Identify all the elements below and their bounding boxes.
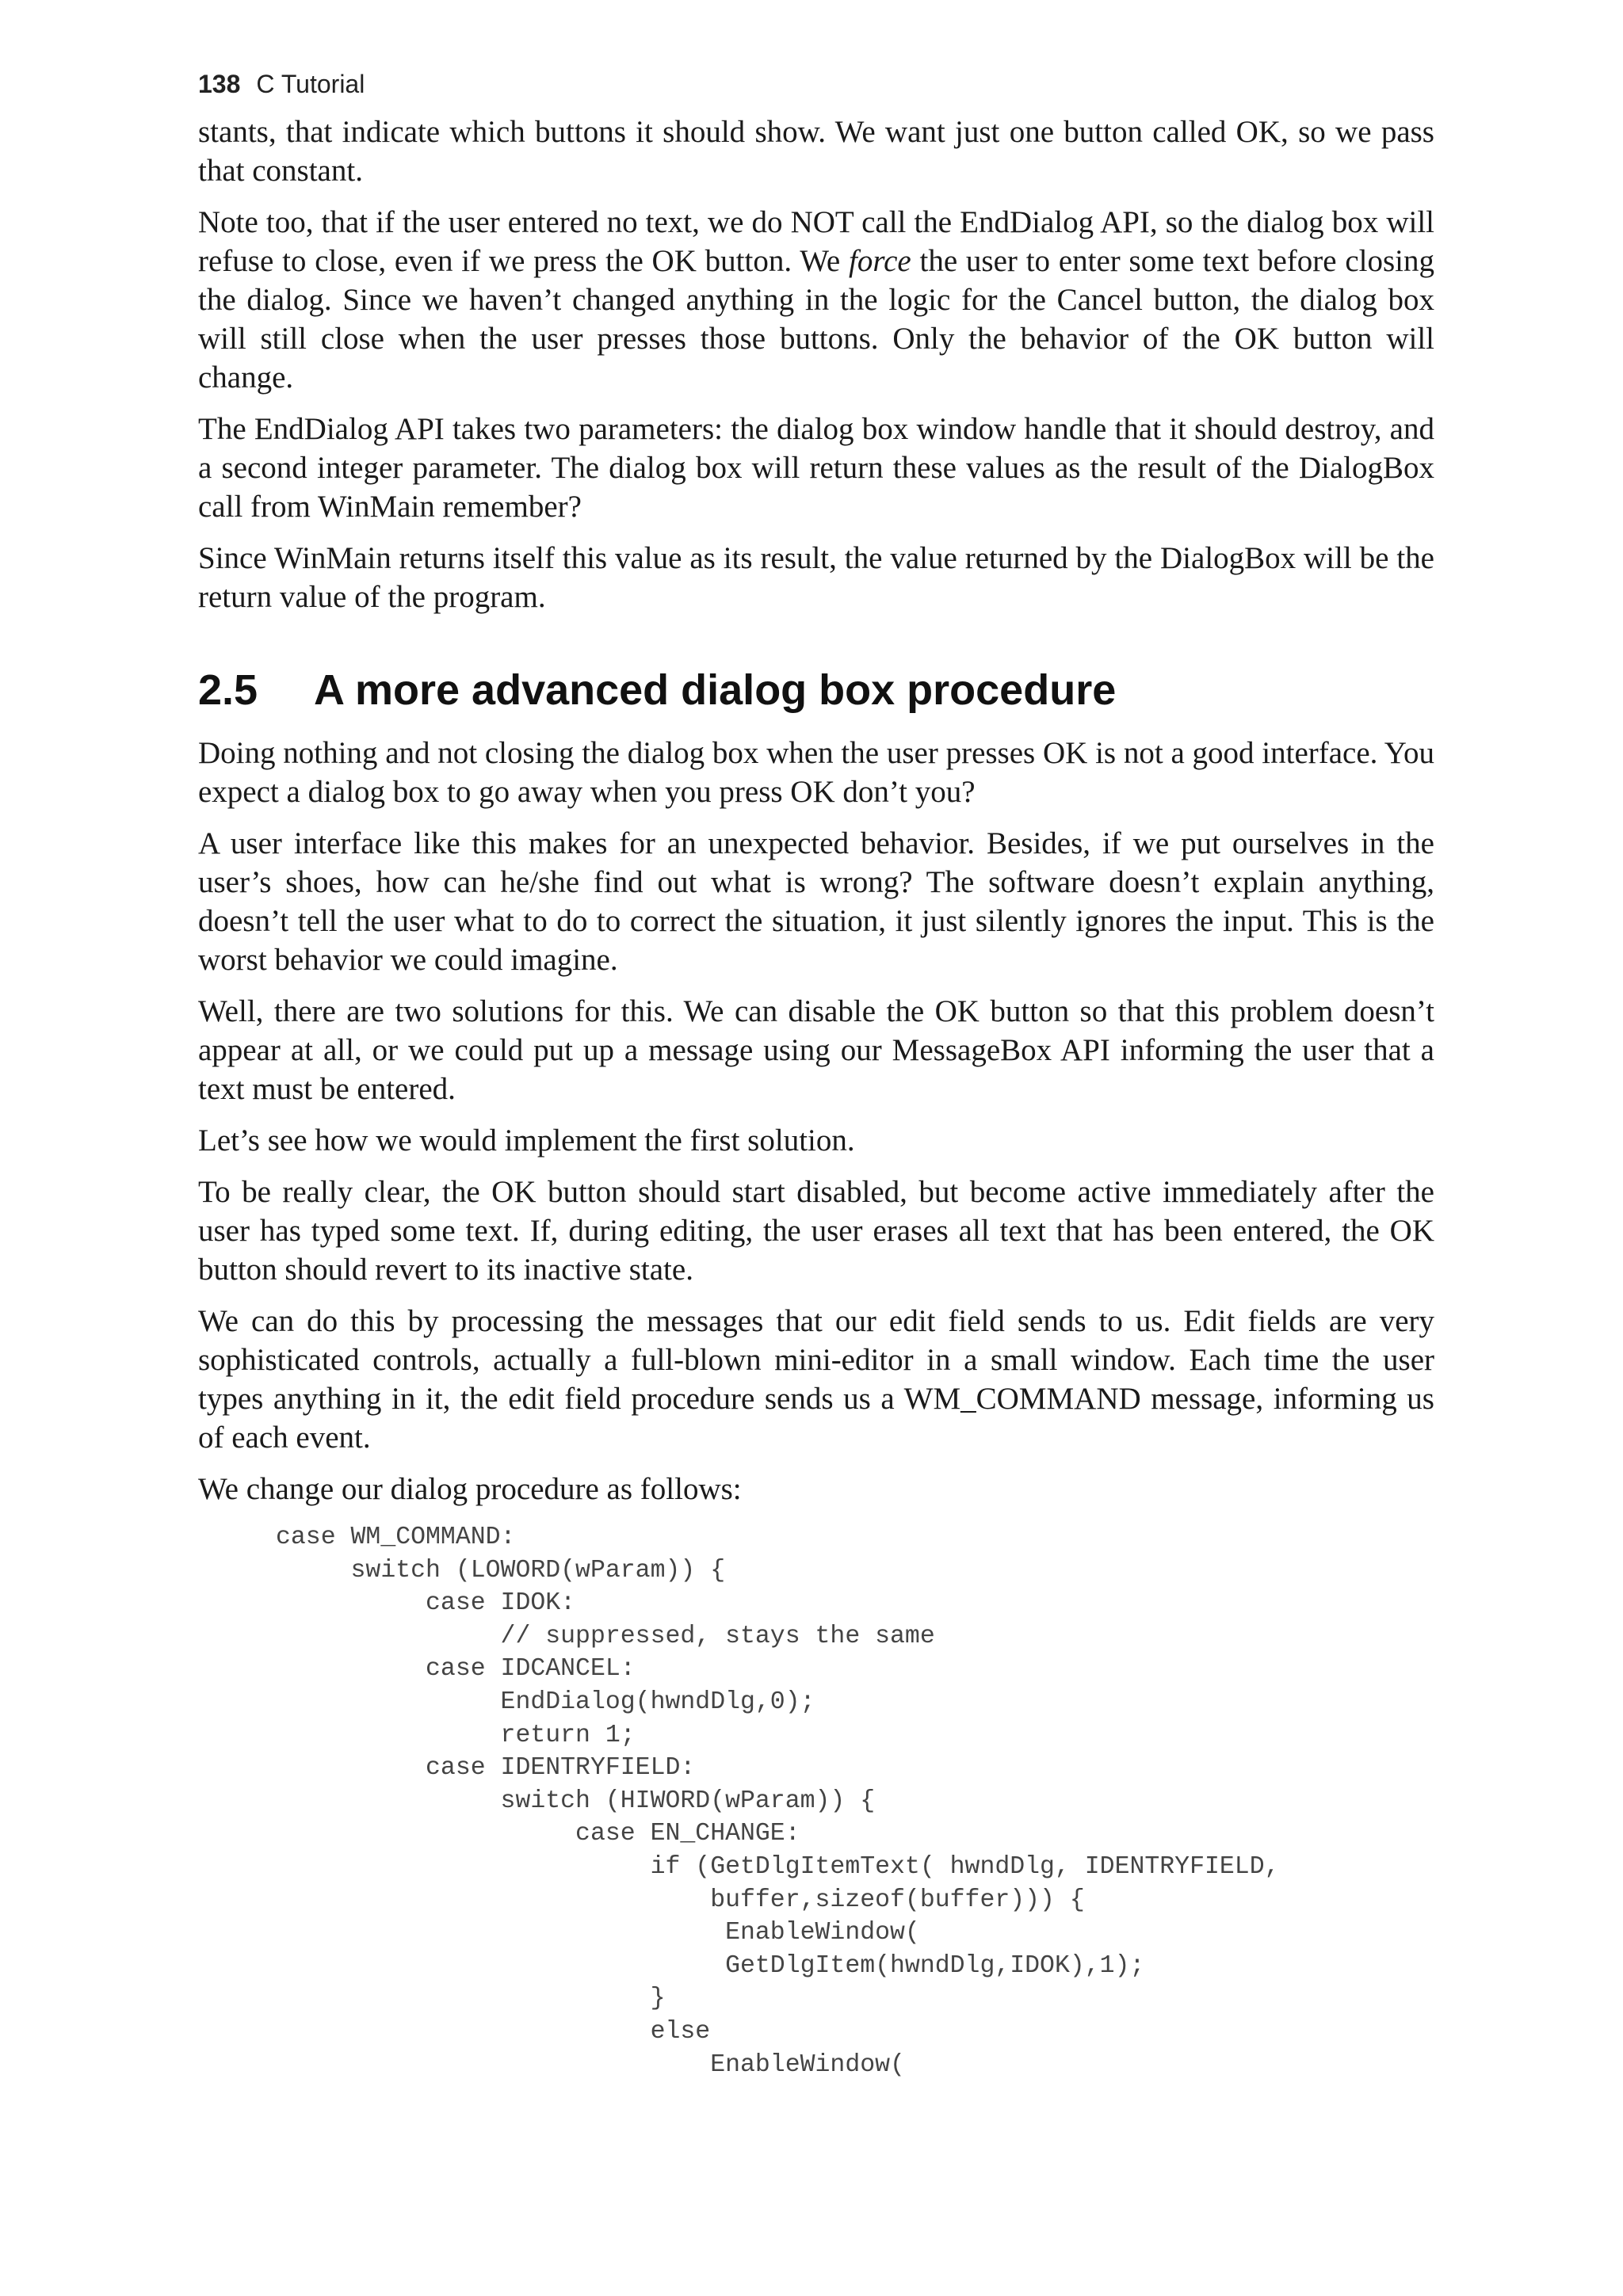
text-run: Let’s see how we would implement the first solution. <box>198 1123 855 1158</box>
text-run: A user interface like this makes for an unexpected behavior. Besides, if we put ourselves in the user’s shoes, how can he/she find out what is wrong? The software doesn’t explain anything, doesn’t tell the user what to do to correct the situation, it just silently ignores the input. This is the worst behavior we could imagine. <box>198 826 1434 977</box>
paragraph <box>198 203 1434 397</box>
code-line: EnableWindow( <box>276 1919 920 1947</box>
book-title: C Tutorial <box>256 70 365 98</box>
code-line: GetDlgItem(hwndDlg,IDOK),1); <box>276 1951 1145 1980</box>
paragraph <box>198 824 1434 979</box>
paragraph <box>198 1121 1434 1160</box>
paragraph <box>198 1302 1434 1457</box>
code-line: case WM_COMMAND: <box>276 1524 516 1551</box>
text-run: stants, that indicate which buttons it should show. We want just one button called OK, so we pass that constant. <box>198 115 1434 188</box>
text-run: the user to enter some text before closing the dialog. Since we haven’t changed anything in the logic for the Cancel button, the dialog box will still close when the user presses those buttons. Only the behavior of the OK button will change. <box>198 244 1434 395</box>
text-run: The EndDialog API takes two parameters: the dialog box window handle that it should destroy, and a second integer parameter. The dialog box will return these values as the result of the DialogBox call from WinMain remember? <box>198 412 1434 524</box>
code-line: if (GetDlgItemText( hwndDlg, IDENTRYFIELD, <box>276 1852 1280 1881</box>
text-run: We can do this by processing the messages that our edit field sends to us. Edit fields are very sophisticated controls, actually a full-blown mini-editor in a small window. Each time the user types anything in it, the edit field procedure sends us a WM_COMMAND message, informing us of each event. <box>198 1304 1434 1455</box>
code-line: return 1; <box>276 1721 636 1749</box>
text-run: We change our dialog procedure as follows: <box>198 1472 742 1506</box>
section-title: A more advanced dialog box procedure <box>314 666 1117 714</box>
code-line: switch (HIWORD(wParam)) { <box>276 1787 876 1815</box>
paragraph <box>198 113 1434 190</box>
code-line: } <box>276 1985 666 2013</box>
running-header <box>198 68 1434 108</box>
code-line: case EN_CHANGE: <box>276 1820 800 1848</box>
text-run: Well, there are two solutions for this. We can disable the OK button so that this problem doesn’t appear at all, or we could put up a message using our MessageBox API informing the user that a text must be entered. <box>198 994 1434 1106</box>
section-number: 2.5 <box>198 666 258 714</box>
code-line: switch (LOWORD(wParam)) { <box>276 1556 726 1585</box>
paragraph <box>198 539 1434 616</box>
code-line: case IDOK: <box>276 1589 576 1618</box>
section-heading <box>198 664 1434 716</box>
paragraph <box>198 992 1434 1108</box>
text-run: Doing nothing and not closing the dialog box when the user presses OK is not a good interface. You expect a dialog box to go away when you press OK don’t you? <box>198 736 1434 809</box>
code-line: EnableWindow( <box>276 2050 905 2079</box>
text-run: To be really clear, the OK button should start disabled, but become active immediately after the user has typed some text. If, during editing, the user erases all text that has been entered, the OK button should revert to its inactive state. <box>198 1175 1434 1287</box>
code-line: // suppressed, stays the same <box>276 1622 935 1650</box>
code-line: buffer,sizeof(buffer))) { <box>276 1886 1085 1914</box>
paragraph <box>198 410 1434 526</box>
paragraph <box>198 1470 1434 1508</box>
code-line: EndDialog(hwndDlg,0); <box>276 1688 815 1716</box>
text-run: Since WinMain returns itself this value as its result, the value returned by the DialogBox will be the return value of the program. <box>198 541 1434 614</box>
code-line: case IDCANCEL: <box>276 1655 636 1684</box>
emphasized-text: force <box>849 244 911 278</box>
code-line: case IDENTRYFIELD: <box>276 1754 696 1783</box>
text-run: Note too, that if the user entered no text, we do NOT call the EndDialog API, so the dialog box will refuse to close, even if we press the OK button. We <box>198 205 1434 278</box>
paragraphs-after-section <box>198 734 1434 1508</box>
book-page <box>198 68 1434 2239</box>
code-listing <box>276 1521 1434 2081</box>
code-line: else <box>276 2017 711 2046</box>
paragraph <box>198 1173 1434 1289</box>
page-number: 138 <box>198 70 241 98</box>
paragraph <box>198 734 1434 811</box>
paragraphs-before-section <box>198 113 1434 616</box>
